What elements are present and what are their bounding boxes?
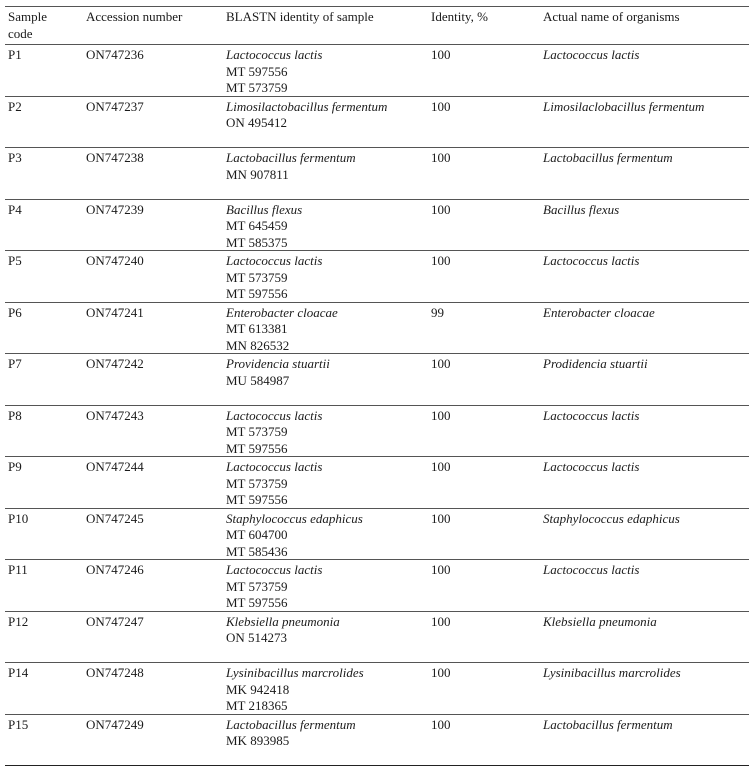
cell-blastn-identity (223, 45, 428, 96)
blastn-species-name: Lactococcus lactis (226, 253, 428, 270)
table-body (5, 45, 749, 766)
cell-identity-percent: 100 (428, 97, 540, 148)
header-sample-code-line2: code (8, 26, 83, 43)
blastn-reference-accession: MT 597556 (226, 64, 428, 81)
cell-accession-number: ON747248 (83, 663, 223, 714)
cell-identity-percent: 100 (428, 354, 540, 405)
blastn-species-name: Lactococcus lactis (226, 562, 428, 579)
cell-actual-name: Lactococcus lactis (540, 406, 749, 457)
blastn-reference-accession: MT 597556 (226, 492, 428, 509)
blastn-reference-accession: MT 218365 (226, 698, 428, 715)
cell-accession-number: ON747240 (83, 251, 223, 302)
blastn-reference-accession: MT 573759 (226, 270, 428, 287)
blastn-species-name: Lactobacillus fermentum (226, 717, 428, 734)
cell-sample-code: P7 (5, 354, 83, 405)
table-row (5, 560, 749, 612)
cell-identity-percent: 100 (428, 406, 540, 457)
table-row (5, 97, 749, 149)
cell-actual-name: Lactobacillus fermentum (540, 715, 749, 766)
cell-identity-percent: 100 (428, 612, 540, 663)
table-row (5, 509, 749, 561)
cell-sample-code: P9 (5, 457, 83, 508)
cell-blastn-identity (223, 303, 428, 354)
cell-blastn-identity (223, 457, 428, 508)
blastn-reference-accession: MT 597556 (226, 286, 428, 303)
cell-actual-name: Lactococcus lactis (540, 560, 749, 611)
blastn-reference-accession: MT 585375 (226, 235, 428, 252)
header-identity: Identity, % (428, 7, 540, 44)
blastn-reference-accession: MT 597556 (226, 595, 428, 612)
table-row (5, 354, 749, 406)
cell-sample-code: P11 (5, 560, 83, 611)
cell-accession-number: ON747236 (83, 45, 223, 96)
cell-sample-code: P5 (5, 251, 83, 302)
table-row (5, 303, 749, 355)
cell-actual-name: Lactobacillus fermentum (540, 148, 749, 199)
cell-sample-code: P8 (5, 406, 83, 457)
blastn-species-name: Lactococcus lactis (226, 47, 428, 64)
cell-accession-number: ON747237 (83, 97, 223, 148)
cell-actual-name: Lactococcus lactis (540, 251, 749, 302)
cell-actual-name: Staphylococcus edaphicus (540, 509, 749, 560)
cell-identity-percent: 100 (428, 251, 540, 302)
cell-actual-name: Lysinibacillus marcrolides (540, 663, 749, 714)
cell-sample-code: P15 (5, 715, 83, 766)
cell-identity-percent: 100 (428, 200, 540, 251)
table-header-row (5, 6, 749, 45)
blastn-species-name: Providencia stuartii (226, 356, 428, 373)
cell-sample-code: P1 (5, 45, 83, 96)
blastn-reference-accession: MT 645459 (226, 218, 428, 235)
blastn-reference-accession: MT 604700 (226, 527, 428, 544)
cell-blastn-identity (223, 663, 428, 714)
table-row (5, 457, 749, 509)
header-sample-code-line1: Sample (8, 9, 83, 26)
cell-actual-name: Bacillus flexus (540, 200, 749, 251)
table-row (5, 45, 749, 97)
cell-identity-percent: 100 (428, 457, 540, 508)
cell-accession-number: ON747243 (83, 406, 223, 457)
header-actual-name: Actual name of organisms (540, 7, 749, 44)
blastn-reference-accession: MT 573759 (226, 579, 428, 596)
blastn-species-name: Limosilactobacillus fermentum (226, 99, 428, 116)
table-row (5, 612, 749, 664)
blastn-reference-accession: MU 584987 (226, 373, 428, 390)
cell-accession-number: ON747239 (83, 200, 223, 251)
blastn-reference-accession: MT 573759 (226, 80, 428, 97)
blastn-species-name: Lactobacillus fermentum (226, 150, 428, 167)
cell-actual-name: Enterobacter cloacae (540, 303, 749, 354)
blastn-reference-accession: MT 597556 (226, 441, 428, 458)
cell-accession-number: ON747241 (83, 303, 223, 354)
cell-sample-code: P3 (5, 148, 83, 199)
cell-sample-code: P10 (5, 509, 83, 560)
cell-blastn-identity (223, 406, 428, 457)
cell-accession-number: ON747245 (83, 509, 223, 560)
cell-accession-number: ON747247 (83, 612, 223, 663)
cell-sample-code: P12 (5, 612, 83, 663)
cell-actual-name: Lactococcus lactis (540, 45, 749, 96)
cell-actual-name: Limosilaclobacillus fermentum (540, 97, 749, 148)
table-row (5, 148, 749, 200)
table-row (5, 406, 749, 458)
cell-identity-percent: 99 (428, 303, 540, 354)
cell-identity-percent: 100 (428, 715, 540, 766)
blastn-reference-accession: ON 495412 (226, 115, 428, 132)
blastn-species-name: Enterobacter cloacae (226, 305, 428, 322)
cell-sample-code: P2 (5, 97, 83, 148)
cell-identity-percent: 100 (428, 45, 540, 96)
blastn-species-name: Klebsiella pneumonia (226, 614, 428, 631)
table-row (5, 251, 749, 303)
blastn-species-name: Staphylococcus edaphicus (226, 511, 428, 528)
cell-blastn-identity (223, 97, 428, 148)
cell-accession-number: ON747238 (83, 148, 223, 199)
blastn-species-name: Lactococcus lactis (226, 408, 428, 425)
blastn-species-name: Bacillus flexus (226, 202, 428, 219)
blastn-reference-accession: MK 942418 (226, 682, 428, 699)
cell-sample-code: P6 (5, 303, 83, 354)
cell-sample-code: P4 (5, 200, 83, 251)
cell-actual-name: Klebsiella pneumonia (540, 612, 749, 663)
cell-blastn-identity (223, 715, 428, 766)
blastn-reference-accession: MT 573759 (226, 424, 428, 441)
blastn-species-name: Lactococcus lactis (226, 459, 428, 476)
cell-identity-percent: 100 (428, 663, 540, 714)
cell-accession-number: ON747246 (83, 560, 223, 611)
cell-blastn-identity (223, 200, 428, 251)
header-blastn: BLASTN identity of sample (223, 7, 428, 44)
header-sample-code (5, 7, 83, 44)
cell-actual-name: Lactococcus lactis (540, 457, 749, 508)
blastn-reference-accession: MT 573759 (226, 476, 428, 493)
cell-identity-percent: 100 (428, 148, 540, 199)
blastn-species-name: Lysinibacillus marcrolides (226, 665, 428, 682)
cell-accession-number: ON747242 (83, 354, 223, 405)
blastn-reference-accession: MK 893985 (226, 733, 428, 750)
cell-sample-code: P14 (5, 663, 83, 714)
cell-blastn-identity (223, 509, 428, 560)
cell-accession-number: ON747249 (83, 715, 223, 766)
cell-blastn-identity (223, 612, 428, 663)
cell-blastn-identity (223, 560, 428, 611)
cell-blastn-identity (223, 148, 428, 199)
blastn-reference-accession: ON 514273 (226, 630, 428, 647)
cell-blastn-identity (223, 251, 428, 302)
blastn-reference-accession: MT 613381 (226, 321, 428, 338)
cell-identity-percent: 100 (428, 509, 540, 560)
blastn-reference-accession: MN 826532 (226, 338, 428, 355)
cell-blastn-identity (223, 354, 428, 405)
cell-actual-name: Prodidencia stuartii (540, 354, 749, 405)
blastn-reference-accession: MT 585436 (226, 544, 428, 561)
table-row (5, 200, 749, 252)
blastn-reference-accession: MN 907811 (226, 167, 428, 184)
header-accession: Accession number (83, 7, 223, 44)
cell-identity-percent: 100 (428, 560, 540, 611)
identification-table (5, 6, 749, 766)
table-row (5, 715, 749, 766)
cell-accession-number: ON747244 (83, 457, 223, 508)
